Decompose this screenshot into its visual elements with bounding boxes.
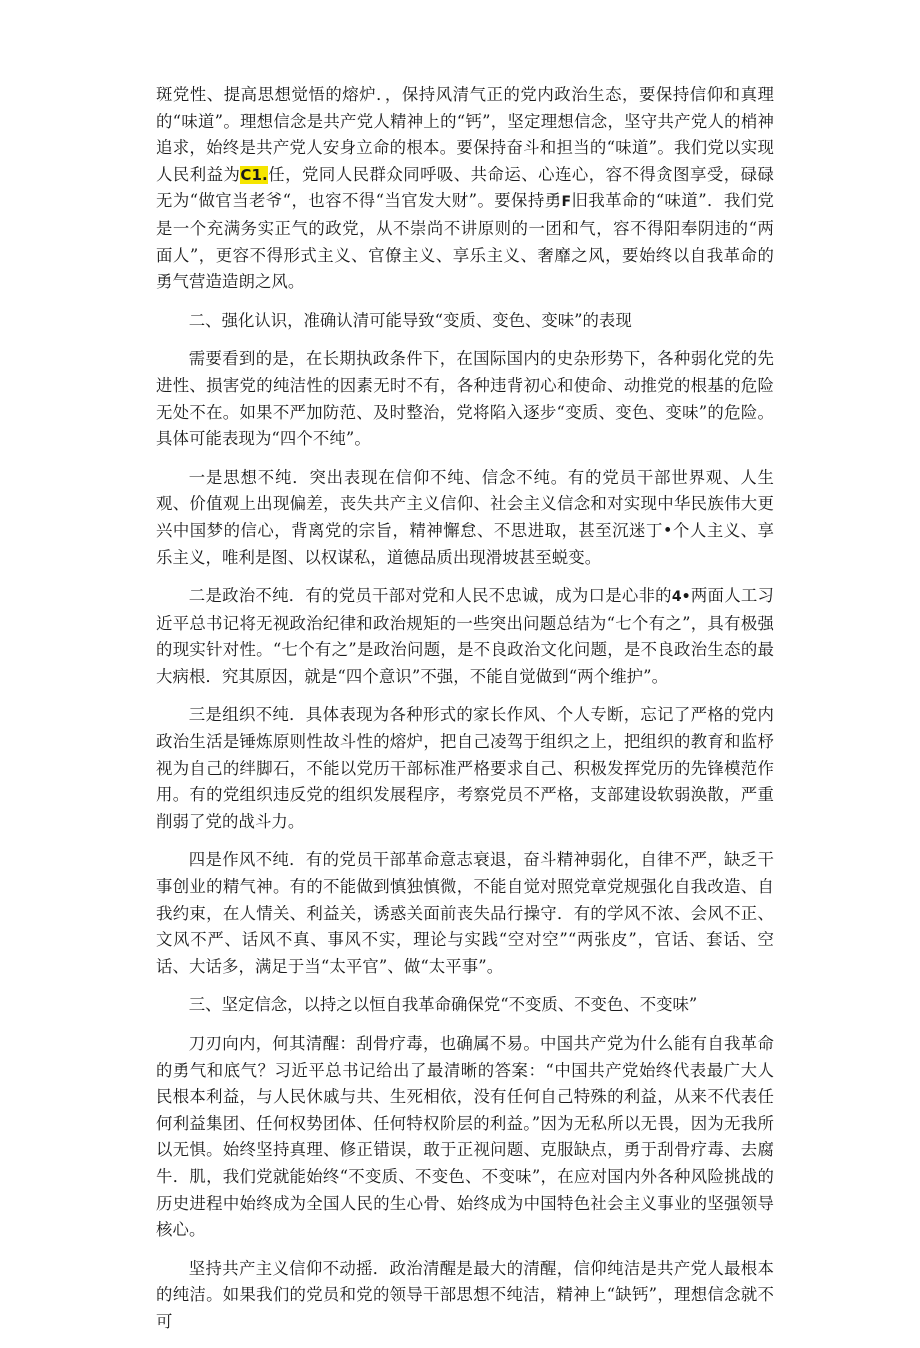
paragraph-self-revolution: 刀刃向内，何其清醒：刮骨疗毒，也确属不易。中国共产党为什么能有自我革命的勇气和底气？习近平总书记给出了最清晰的答案：“中国共产党始终代表最广大人民根本利益，与人民休戚与共、生死相依，没有任何自己特殊的利益，从来不代表任何利益集团、任何权势团体、任何特权阶层的利益。”因为无私所以无畏，因为无我所以无惧。始终坚持真理、修正错误，敢于正视问题、克服缺点，勇于刮骨疗毒、去腐牛．肌，我们党就能始终“不变质、不变色、不变味”，在应对国内外各种风险挑战的历史进程中始终成为全国人民的生心骨、始终成为中国特色社会主义事业的坚强领导核心。	[156, 1034, 774, 1240]
ocr-artifact-text: 4•	[671, 589, 691, 606]
section-heading-three: 三、坚定信念，以持之以恒自我革命确保党“不变质、不变色、不变味”	[188, 995, 698, 1015]
paragraph-text: 斑党性、提高思想觉悟的熔炉．，保持风清气正的党内政治生态，要保持信仰和真理的“味道”。理想信念是共产党人精神上的“钙”，坚定理想信念，坚守共产党人的梢神追求，始终是共产党人安身立命的根本。要保持奋斗和担当的“味道”。我们党以实现人民利益为	[156, 85, 774, 184]
paragraph-taste-of-faith	[156, 82, 774, 296]
paragraph-intro-four-impurities: 需要看到的是，在长期执政条件下，在国际国内的史杂形势下，各种弱化党的先进性、损害党的纯洁性的因素无时不有，各种违背初心和使命、动推党的根基的危险无处不在。如果不严加防范、及时整治，党将陷入逐步“变质、变色、变味”的危险。具体可能表现为“四个不纯”。	[156, 349, 774, 449]
paragraph-organizational-impurity: 三是组织不纯．具体表现为各种形式的家长作风、个人专断，忘记了严格的党内政治生活是锤炼原则性故斗性的熔炉，把自己凌驾于组织之上，把组织的教育和监杼视为自己的绊脚石，不能以党历干部标准严格要求自己、积极发挥党历的先锋模范作用。有的党组织违反党的组织发展程序，考察党员不严格，支部建设软弱涣散，严重削弱了党的战斗力。	[156, 705, 774, 831]
paragraph-style-impurity: 四是作风不纯．有的党员干部革命意志衰退，奋斗精神弱化，自律不严，缺乏干事创业的精气神。有的不能做到慎独慎微，不能自觉对照党章党规强化自我改造、自我约束，在人情关、利益关，诱惑关面前丧失品行操守．有的学风不浓、会风不正、文风不严、话风不真、事风不实，理论与实践“空对空”“两张皮”，官话、套话、空话、大话多，满足于当“太平官”、做“太平事”。	[156, 850, 774, 976]
paragraph-communist-faith: 坚持共产主义信仰不动摇．政治清醒是最大的清醒，信仰纯洁是共产党人最根本的纯洁。如果我们的党员和党的领导干部思想不纯洁，精神上“缺钙”，理想信念就不可	[156, 1258, 774, 1331]
paragraph-text: 任，党同人民群众同呼吸、共命运、心连心，容不得贪图享受，碌碌无为“做官当老爷“，也容不得“当官发大财”。要保持勇	[156, 164, 775, 211]
document-page	[156, 82, 774, 1348]
paragraph-text: 二是政治不纯．有的党员干部对党和人民不忠诚，成为口是心非的	[188, 586, 672, 606]
paragraph-ideological-impurity: 一是思想不纯．突出表现在信仰不纯、信念不纯。有的党员干部世界观、人生观、价值观上出现偏差，丧失共产主义信仰、社会主义信念和对实现中华民族伟大更兴中国梦的信心，背离党的宗旨，精神懈怠、不思进取，甚至沉迷丁•个人主义、享乐主义，唯利是图、以权谋私，道德品质出现滑坡甚至蜕变。	[156, 467, 774, 567]
paragraph-text: 旧我革命的“味道”．我们党是一个充满务实正气的政党，从不崇尚不讲原则的一团和气，容不得阳奉阴违的“两面人”，更容不得形式主义、官僚主义、享乐主义、奢靡之风，要始终以自我革命的勇气营造造朗之风。	[156, 191, 774, 292]
highlighted-text: C1.	[240, 165, 268, 184]
section-heading-two: 二、强化认识，准确认清可能导致“变质、变色、变味”的表现	[188, 310, 632, 330]
paragraph-text: 两面人工习近平总书记将无视政治纪律和政治规矩的一些突出问题总结为“七个有之”，具有极强的现实针对性。“七个有之”是政治问题，是不良政治文化问题，是不良政治生态的最大病根．究其原因，就是“四个意识”不强，不能自觉做到“两个维护”。	[156, 586, 774, 686]
ocr-artifact-text: F	[561, 194, 572, 211]
paragraph-political-impurity	[156, 583, 774, 690]
